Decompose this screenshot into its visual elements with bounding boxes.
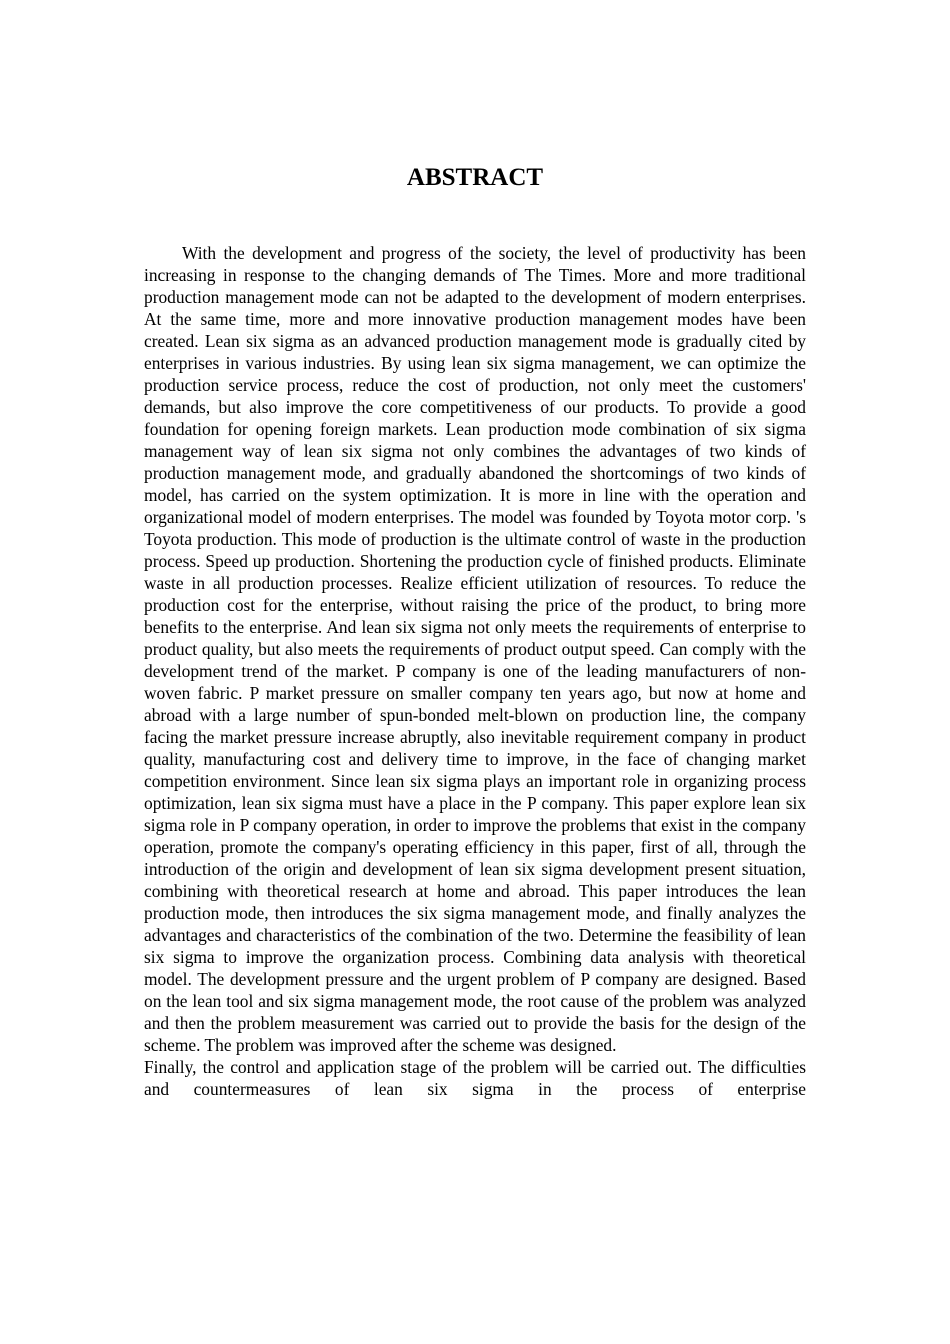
abstract-paragraph-1: With the development and progress of the society, the level of productivity has been increasing in response to the changing demands of The Times. More and more traditional production management mode can not be adapted to the development of modern enterprises. At the same time, more and more innovative production management modes have been created. Lean six sigma as an advanced production management mode is gradually cited by enterprises in various industries. By using lean six sigma management, we can optimize the production service process, reduce the cost of production, not only meet the customers' demands, but also improve the core competitiveness of our products. To provide a good foundation for opening foreign markets. Lean production mode combination of six sigma management way of lean six sigma not only combines the advantages of two kinds of production management mode, and gradually abandoned the shortcomings of two kinds of model, has carried on the system optimization. It is more in line with the operation and organizational model of modern enterprises. The model was founded by Toyota motor corp. 's Toyota production. This mode of production is the ultimate control of waste in the production process. Speed up production. Shortening the production cycle of finished products. Eliminate waste in all production processes. Realize efficient utilization of resources. To reduce the production cost for the enterprise, without raising the price of the product, to bring more benefits to the enterprise. And lean six sigma not only meets the requirements of enterprise to product quality, but also meets the requirements of product output speed. Can comply with the development trend of the market. P company is one of the leading manufacturers of non-woven fabric. P market pressure on smaller company ten years ago, but now at home and abroad with a large number of spun-bonded melt-blown on production line, the company facing the market pressure increase abruptly, also inevitable requirement company in product quality, manufacturing cost and delivery time to improve, in the face of changing market competition environment. Since lean six sigma plays an important role in organizing process optimization, lean six sigma must have a place in the P company. This paper explore lean six sigma role in P company operation, in order to improve the problems that exist in the company operation, promote the company's operating efficiency in this paper, first of all, through the introduction of the origin and development of lean six sigma development present situation, combining with theoretical research at home and abroad. This paper introduces the lean production mode, then introduces the six sigma management mode, and finally analyzes the advantages and characteristics of the combination of the two. Determine the feasibility of lean six sigma to improve the organization process. Combining data analysis with theoretical model. The development pressure and the urgent problem of P company are designed. Based on the lean tool and six sigma management mode, the root cause of the problem was analyzed and then the problem measurement was carried out to provide the basis for the design of the scheme. The problem was improved after the scheme was designed. (144, 243, 806, 1055)
abstract-paragraph-2: Finally, the control and application stage of the problem will be carried out. The difficulties and countermeasures of lean six sigma in the process of enterprise (144, 1057, 806, 1099)
abstract-body (144, 242, 806, 1100)
page-title: ABSTRACT (406, 164, 544, 191)
